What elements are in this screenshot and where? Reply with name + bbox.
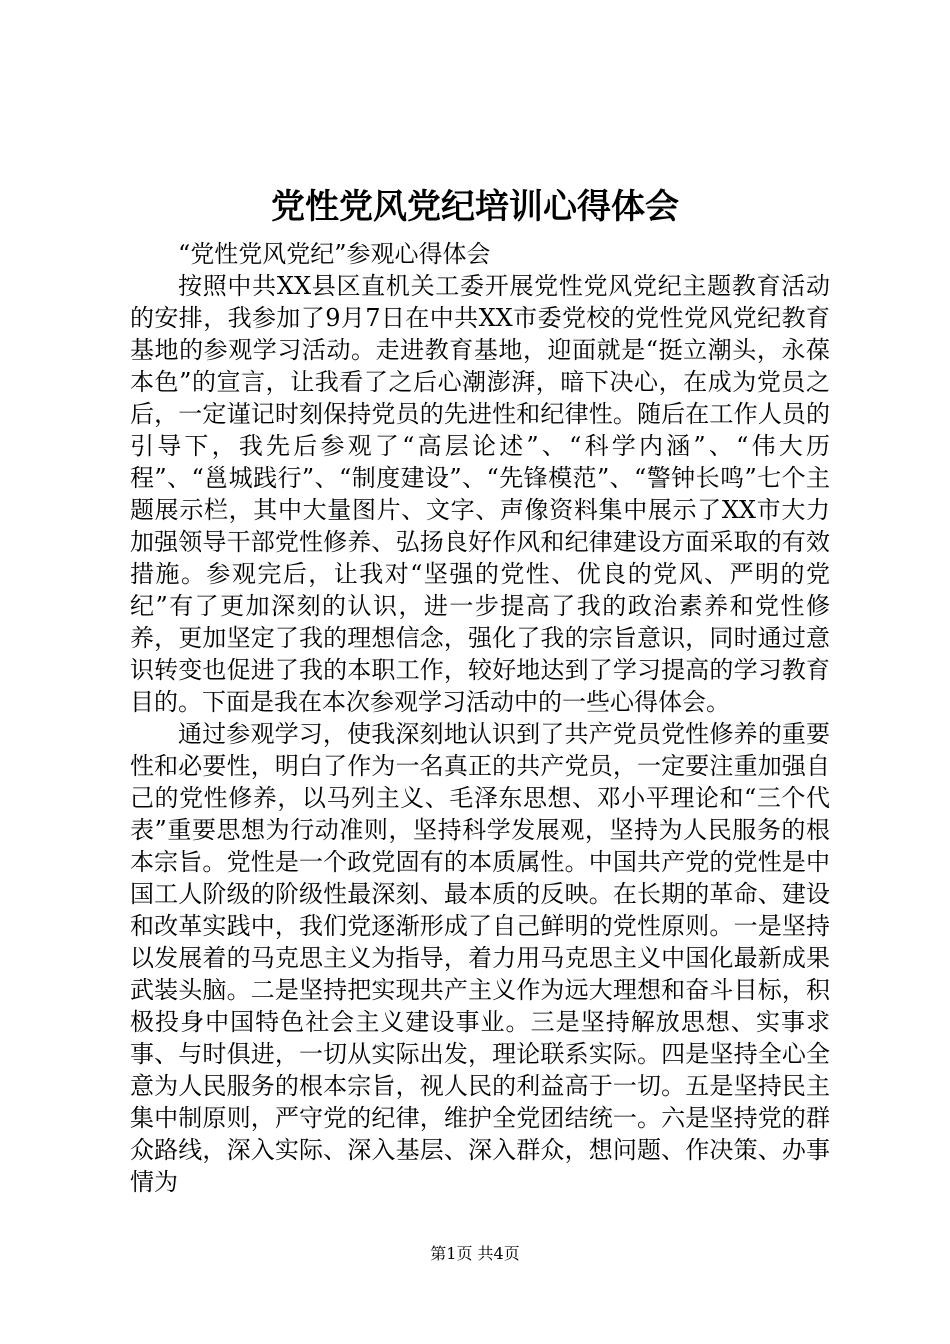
paragraph: 按照中共XX县区直机关工委开展党性党风党纪主题教育活动的安排，我参加了9月7日在中共XX市委党校的党性党风党纪教育基地的参观学习活动。走进教育基地，迎面就是“挺立潮头，永葆本色”的宣言，让我看了之后心潮澎湃，暗下决心，在成为党员之后，一定谨记时刻保持党员的先进性和纪律性。随后在工作人员的引导下，我先后参观了“高层论述”、“科学内涵”、“伟大历程”、“邕城践行”、“制度建设”、“先锋模范”、“警钟长鸣”七个主题展示栏，其中大量图片、文字、声像资料集中展示了XX市大力加强领导干部党性修养、弘扬良好作风和纪律建设方面采取的有效措施。参观完后，让我对“坚强的党性、优良的党风、严明的党纪”有了更加深刻的认识，进一步提高了我的政治素养和党性修养，更加坚定了我的理想信念，强化了我的宗旨意识，同时通过意识转变也促进了我的本职工作，较好地达到了学习提高的学习教育目的。下面是我在本次参观学习活动中的一些心得体会。: [130, 272, 830, 716]
document-title: 党性党风党纪培训心得体会: [271, 187, 679, 227]
document-subtitle: “党性党风党纪”参观心得体会: [178, 240, 491, 268]
document-body: [130, 238, 830, 1198]
page-footer: 第1页 共4页: [430, 1244, 520, 1263]
paragraph: 通过参观学习，使我深刻地认识到了共产党员党性修养的重要性和必要性，明白了作为一名真正的共产党员，一定要注重加强自己的党性修养，以马列主义、毛泽东思想、邓小平理论和“三个代表”重要思想为行动准则，坚持科学发展观，坚持为人民服务的根本宗旨。党性是一个政党固有的本质属性。中国共产党的党性是中国工人阶级的阶级性最深刻、最本质的反映。在长期的革命、建设和改革实践中，我们党逐渐形成了自己鲜明的党性原则。一是坚持以发展着的马克思主义为指导，着力用马克思主义中国化最新成果武装头脑。二是坚持把实现共产主义作为远大理想和奋斗目标，积极投身中国特色社会主义建设事业。三是坚持解放思想、实事求事、与时俱进，一切从实际出发，理论联系实际。四是坚持全心全意为人民服务的根本宗旨，视人民的利益高于一切。五是坚持民主集中制原则，严守党的纪律，维护全党团结统一。六是坚持党的群众路线，深入实际、深入基层、深入群众，想问题、作决策、办事情为: [130, 720, 830, 1196]
